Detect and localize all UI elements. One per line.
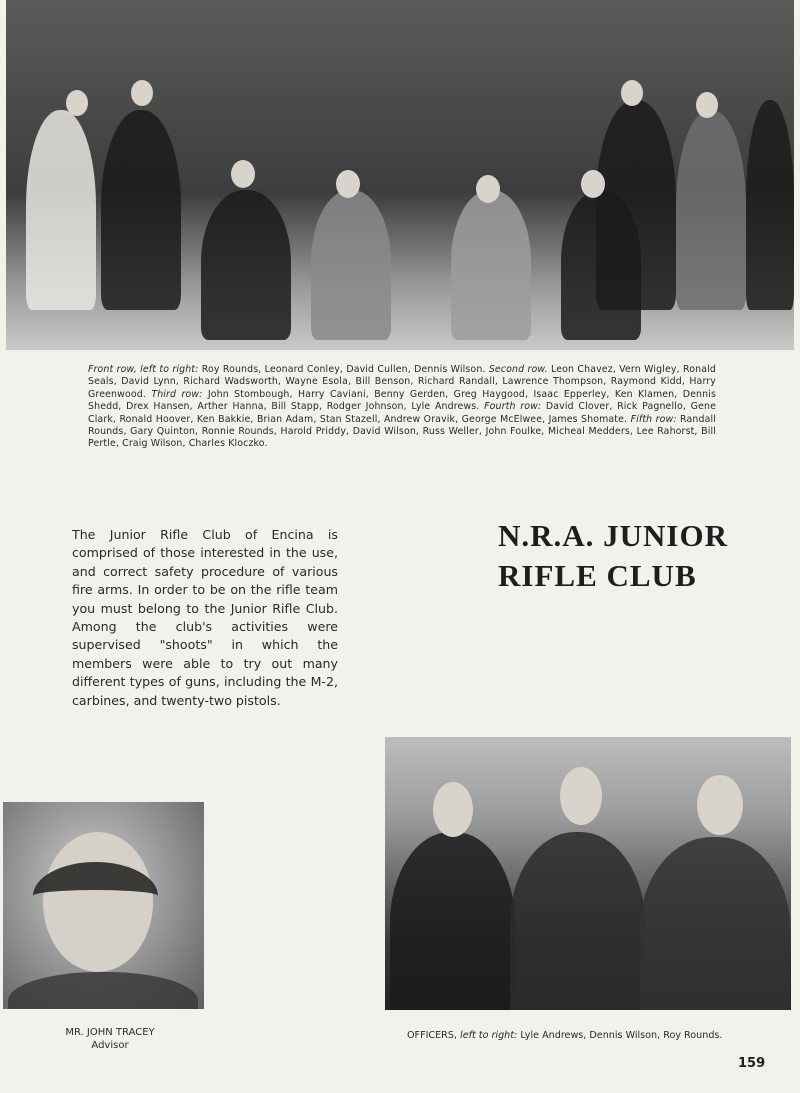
officers-caption <box>407 1030 767 1041</box>
third-row-names: John Stombough, Harry Caviani, Benny Gerden, Greg Haygood, Isaac Epperley, Ken Klamen, Dennis Shedd, Drex Hansen, Arther Hanna, Bill Stapp, Rodger Johnson, Lyle Andrews. <box>88 388 716 413</box>
advisor-photo <box>3 802 204 1009</box>
second-row-names: Leon Chavez, Vern Wigley, Ronald Seals, David Lynn, Richard Wadsworth, Wayne Esola, Bill Benson, Richard Randall, Lawrence Thompson, Raymond Kidd, Harry Greenwood. <box>88 364 716 400</box>
fourth-row-label: Fourth row: <box>484 401 542 413</box>
title-line-2: RIFLE CLUB <box>498 558 697 593</box>
advisor-caption <box>10 1026 210 1052</box>
advisor-name: MR. JOHN TRACEY <box>65 1027 155 1038</box>
front-row-names: Roy Rounds, Leonard Conley, David Cullen, Dennis Wilson. <box>201 364 486 375</box>
officers-photo <box>385 737 791 1010</box>
second-row-label: Second row. <box>488 364 548 375</box>
group-photo <box>6 0 794 350</box>
group-photo-caption <box>88 364 716 451</box>
fifth-row-label: Fifth row: <box>630 413 677 425</box>
page-title <box>498 516 728 596</box>
officers-names: Lyle Andrews, Dennis Wilson, Roy Rounds. <box>520 1030 723 1041</box>
title-line-1: N.R.A. JUNIOR <box>498 518 728 553</box>
club-description: The Junior Rifle Club of Encina is comprised of those interested in the use, and correct safety procedure of various fire arms. In order to be on the rifle team you must belong to the Junior Rifle Club. Among the club's activities were supervised "shoots" in which the members were able to try out many different types of guns, including the M-2, carbines, and twenty-two pistols. <box>72 527 338 708</box>
officers-lead: left to right: <box>460 1030 518 1041</box>
page-number: 159 <box>738 1056 766 1071</box>
third-row-label: Third row: <box>151 388 203 400</box>
advisor-role: Advisor <box>91 1040 129 1051</box>
fourth-row-names: David Clover, Rick Pagnello, Gene Clark, Ronald Hoover, Ken Bakkie, Brian Adam, Stan Stazell, Andrew Oravik, George McElwee, James Shomate. <box>88 401 717 425</box>
fifth-row-names: Randall Rounds, Gary Quinton, Ronnie Rounds, Harold Priddy, David Wilson, Russ Weller, John Foulke, Micheal Medders, Lee Rahorst, Bill Pertle, Craig Wilson, Charles Kloczko. <box>88 413 716 450</box>
front-row-label: Front row, left to right: <box>88 364 199 375</box>
officers-label: OFFICERS, <box>407 1030 457 1041</box>
